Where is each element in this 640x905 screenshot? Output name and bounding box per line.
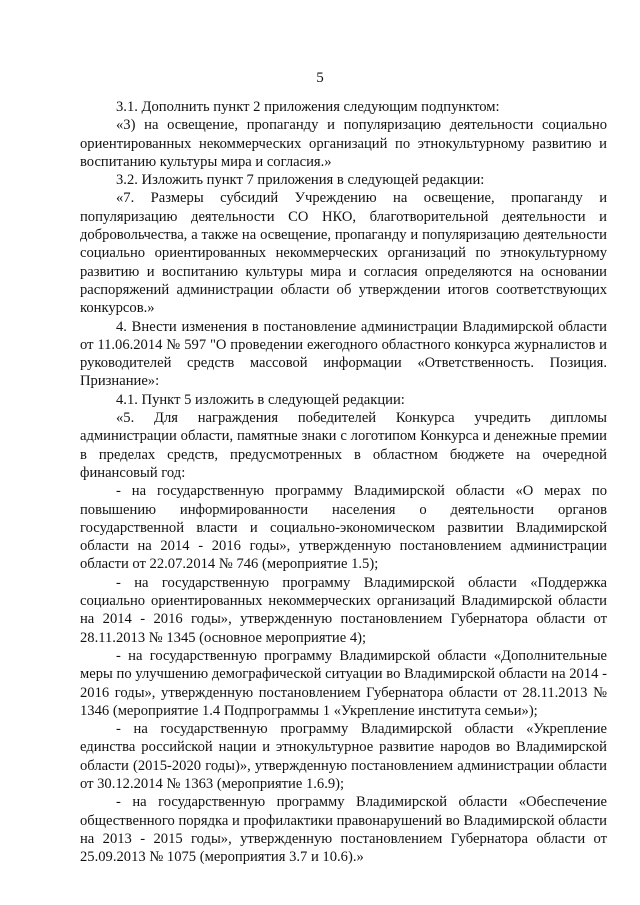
list-item-program-2: - на государственную программу Владимирской области «Поддержка социально ориентированных некоммерческих организаций Владимирской области на 2014 - 2016 годы», утвержденную постановлением Губернатора области от 28.11.2013 № 1345 (основное мероприятие 4); (80, 574, 607, 646)
paragraph-point-7: «7. Размеры субсидий Учреждению на освещение, пропаганду и популяризацию деятельности СО НКО, благотворительной деятельности и добровольчества, а также на освещение, пропаганду и популяризацию деятельности социально ориентированных некоммерческих организаций по этнокультурному развитию и воспитанию культуры мира и согласия определяются на основании распоряжений администрации области об утверждении итогов соответствующих конкурсов.» (80, 190, 607, 317)
paragraph-subpoint-3: «3) на освещение, пропаганду и популяризацию деятельности социально ориентированных некоммерческих организаций по этнокультурному развитию и воспитанию культуры мира и согласия.» (80, 117, 607, 170)
paragraph-3-2: 3.2. Изложить пункт 7 приложения в следующей редакции: (116, 172, 485, 189)
paragraph-point-5: «5. Для награждения победителей Конкурса учредить дипломы администрации области, памятные знаки с логотипом Конкурса и денежные премии в пределах средств, предусмотренных в областном бюджете на очередной финансовый год: (80, 410, 607, 481)
document-body (80, 98, 607, 866)
list-item-program-3: - на государственную программу Владимирской области «Дополнительные меры по улучшению демографической ситуации во Владимирской области на 2014 - 2016 годы», утвержденную постановлением Губернатора области от 28.11.2013 № 1346 (мероприятие 1.4 Подпрограммы 1 «Укрепление института семьи»); (80, 647, 607, 719)
page-number: 5 (316, 70, 324, 86)
paragraph-4-1: 4.1. Пункт 5 изложить в следующей редакции: (116, 391, 405, 408)
paragraph-3-1: 3.1. Дополнить пункт 2 приложения следующим подпунктом: (116, 99, 500, 115)
list-item-program-1: - на государственную программу Владимирской области «О мерах по повышению информированности населения о деятельности органов государственной власти и социально-экономическом развитии Владимирской области на 2014 - 2016 годы», утвержденную постановлением администрации области от 22.07.2014 № 746 (мероприятие 1.5); (80, 483, 607, 573)
paragraph-4: 4. Внести изменения в постановление администрации Владимирской области от 11.06.2014 № 597 "О проведении ежегодного областного конкурса журналистов и руководителей средств массовой информации «Ответственность. Позиция. Признание»: (80, 318, 607, 390)
list-item-program-5: - на государственную программу Владимирской области «Обеспечение общественного порядка и профилактики правонарушений во Владимирской области на 2013 - 2015 годы», утвержденную постановлением Губернатора области от 25.09.2013 № 1075 (мероприятия 3.7 и 10.6).» (80, 794, 607, 866)
list-item-program-4: - на государственную программу Владимирской области «Укрепление единства российской нации и этнокультурное развитие народов во Владимирской области (2015-2020 годы)», утвержденную постановлением администрации области от 30.12.2014 № 1363 (мероприятие 1.6.9); (80, 721, 607, 792)
